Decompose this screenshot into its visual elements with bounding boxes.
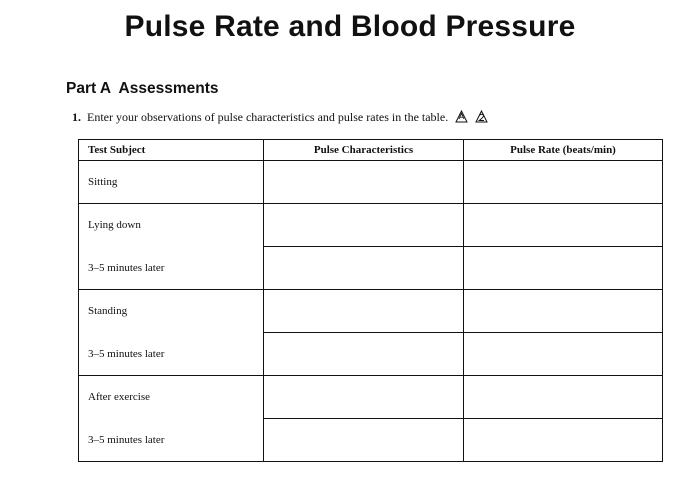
pulse-characteristics-cell[interactable]	[264, 204, 464, 247]
pulse-characteristics-cell[interactable]	[264, 419, 464, 462]
pulse-rate-cell[interactable]	[464, 290, 663, 333]
pulse-rate-cell[interactable]	[464, 247, 663, 290]
table-row	[79, 204, 663, 247]
table-row	[79, 333, 663, 376]
pulse-characteristics-cell[interactable]	[264, 376, 464, 419]
row-subject: Sitting	[79, 161, 264, 204]
section-heading: Part A Assessments	[66, 80, 219, 97]
pulse-rate-cell[interactable]	[464, 204, 663, 247]
header-test-subject: Test Subject	[79, 140, 264, 161]
table-row	[79, 290, 663, 333]
instruction	[72, 110, 488, 127]
instruction-number: 1.	[72, 110, 81, 124]
pulse-rate-cell[interactable]	[464, 419, 663, 462]
learning-outcome-a2-icon	[475, 110, 488, 127]
row-subject: Lying down	[79, 204, 264, 247]
pulse-rate-cell[interactable]	[464, 161, 663, 204]
row-subject: 3–5 minutes later	[79, 419, 264, 462]
row-subject: After exercise	[79, 376, 264, 419]
pulse-characteristics-cell[interactable]	[264, 333, 464, 376]
table-row	[79, 247, 663, 290]
pulse-characteristics-cell[interactable]	[264, 290, 464, 333]
instruction-text: Enter your observations of pulse characteristics and pulse rates in the table.	[87, 110, 449, 124]
row-subject: Standing	[79, 290, 264, 333]
pulse-rate-cell[interactable]	[464, 333, 663, 376]
pulse-characteristics-cell[interactable]	[264, 161, 464, 204]
row-subject: 3–5 minutes later	[79, 333, 264, 376]
table-header-row	[79, 140, 663, 161]
table-row	[79, 419, 663, 462]
header-pulse-characteristics: Pulse Characteristics	[264, 140, 464, 161]
header-pulse-rate: Pulse Rate (beats/min)	[464, 140, 663, 161]
page-title: Pulse Rate and Blood Pressure	[124, 10, 576, 43]
learning-outcome-a1-icon	[455, 110, 468, 127]
pulse-rate-cell[interactable]	[464, 376, 663, 419]
row-subject: 3–5 minutes later	[79, 247, 264, 290]
observations-table	[78, 139, 663, 462]
pulse-characteristics-cell[interactable]	[264, 247, 464, 290]
table-row	[79, 161, 663, 204]
table-row	[79, 376, 663, 419]
